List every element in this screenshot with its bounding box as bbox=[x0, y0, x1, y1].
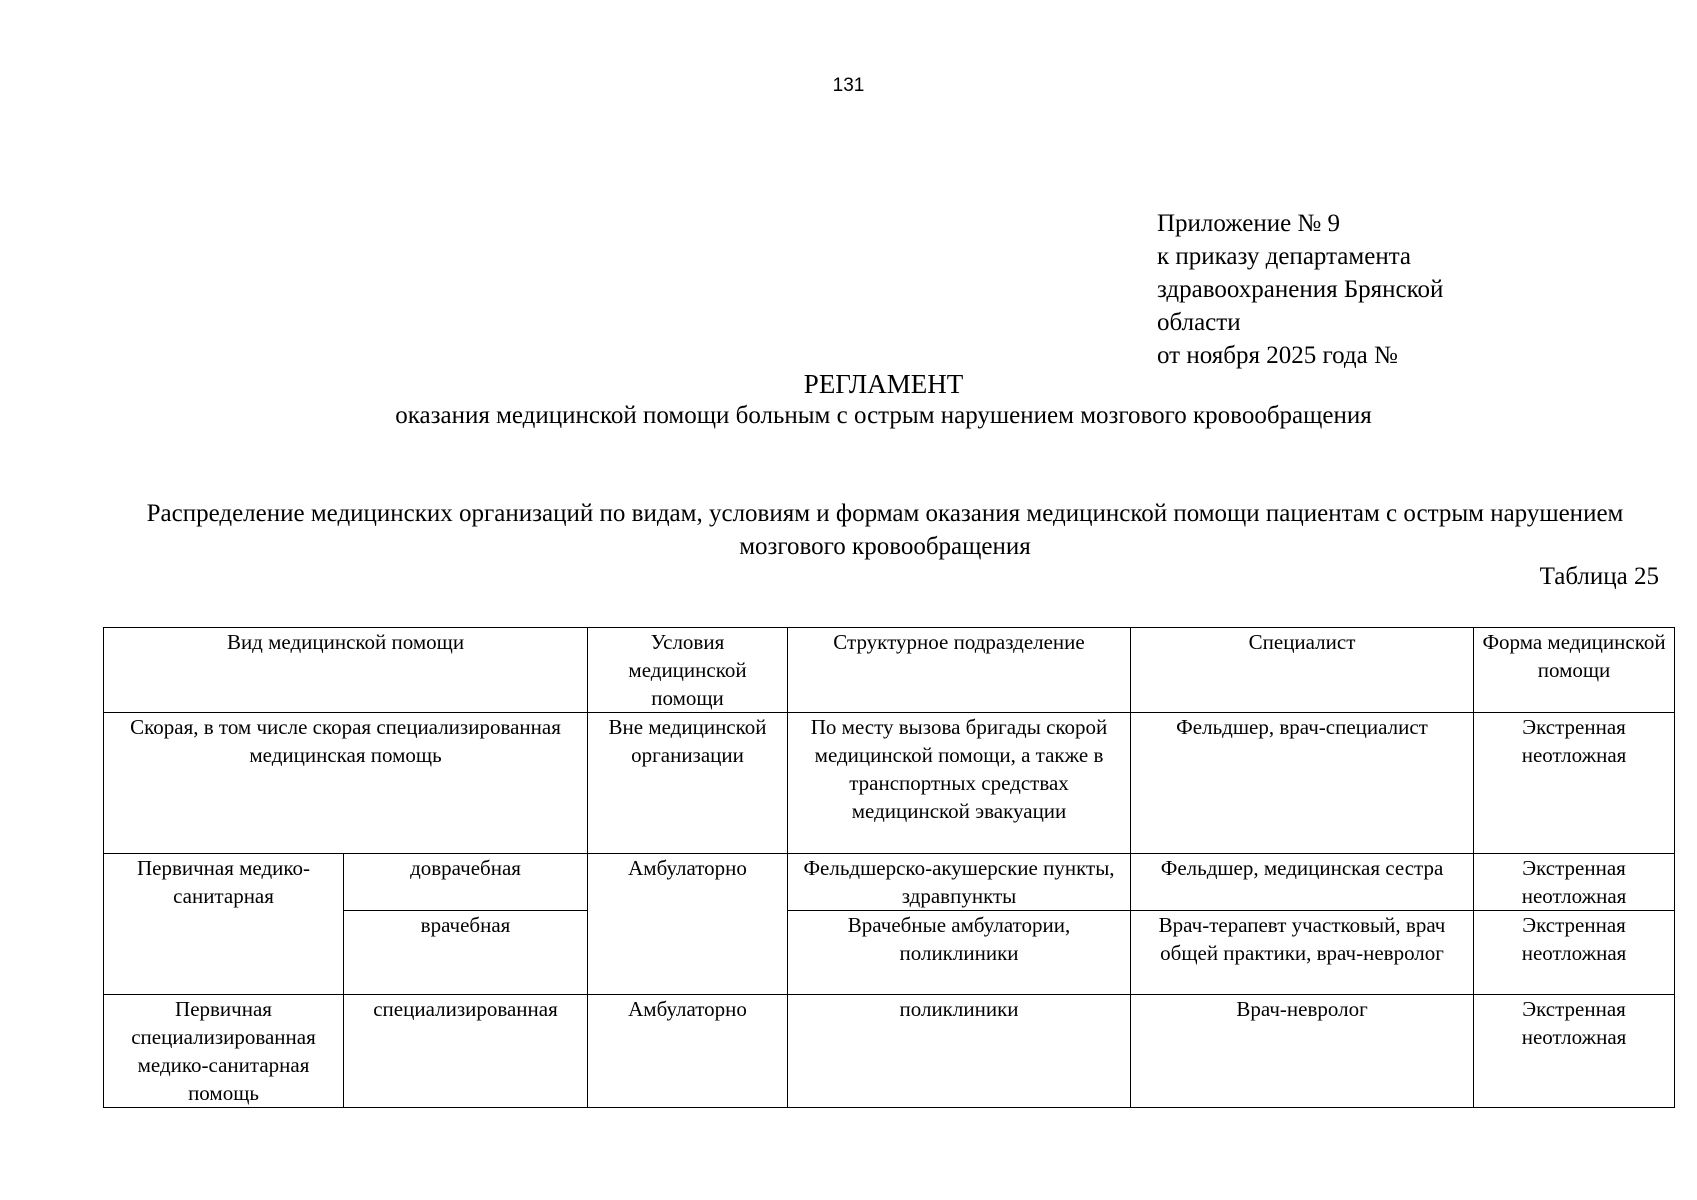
cell-structural-unit: По месту вызова бригады скорой медицинской помощи, а также в транспортных средствах медицинской эвакуации bbox=[788, 713, 1131, 854]
care-distribution-table bbox=[103, 627, 1675, 1108]
cell-structural-unit: поликлиники bbox=[788, 995, 1131, 1108]
cell-care-conditions: Амбулаторно bbox=[588, 854, 788, 995]
header-structural-unit: Структурное подразделение bbox=[788, 628, 1131, 713]
cell-specialist: Фельдшер, врач-специалист bbox=[1131, 713, 1474, 854]
cell-care-type: Первичная медико-санитарная bbox=[104, 854, 344, 995]
cell-care-form: Экстренная неотложная bbox=[1474, 713, 1675, 854]
header-care-form: Форма медицинской помощи bbox=[1474, 628, 1675, 713]
cell-specialist: Врач-терапевт участковый, врач общей практики, врач-невролог bbox=[1131, 911, 1474, 995]
cell-specialist: Врач-невролог bbox=[1131, 995, 1474, 1108]
appendix-block bbox=[1157, 207, 1443, 372]
distribution-heading: Распределение медицинских организаций по видам, условиям и формам оказания медицинской помощи пациентам с острым нарушением мозгового кровообращения bbox=[146, 500, 1624, 560]
header-care-conditions: Условия медицинской помощи bbox=[588, 628, 788, 713]
table-header-row bbox=[104, 628, 1675, 713]
cell-care-conditions: Амбулаторно bbox=[588, 995, 788, 1108]
page-number: 131 bbox=[832, 75, 865, 96]
appendix-line: здравоохранения Брянской bbox=[1157, 276, 1444, 303]
cell-care-type: Скорая, в том числе скорая специализированная медицинская помощь bbox=[104, 713, 588, 854]
regulation-title: РЕГЛАМЕНТ bbox=[803, 369, 964, 399]
cell-care-conditions: Вне медицинской организации bbox=[588, 713, 788, 854]
appendix-line: области bbox=[1157, 309, 1241, 336]
cell-care-form: Экстренная неотложная bbox=[1474, 911, 1675, 995]
table-row bbox=[104, 854, 1675, 911]
table-row bbox=[104, 713, 1675, 854]
cell-care-type: Первичная специализированная медико-санитарная помощь bbox=[104, 995, 344, 1108]
regulation-subtitle: оказания медицинской помощи больным с острым нарушением мозгового кровообращения bbox=[395, 402, 1372, 429]
cell-care-subtype: доврачебная bbox=[344, 854, 588, 911]
cell-care-form: Экстренная неотложная bbox=[1474, 995, 1675, 1108]
appendix-line: Приложение № 9 bbox=[1157, 210, 1341, 237]
header-care-type: Вид медицинской помощи bbox=[104, 628, 588, 713]
table-row bbox=[104, 995, 1675, 1108]
appendix-line: от ноября 2025 года № bbox=[1157, 342, 1398, 369]
appendix-line: к приказу департамента bbox=[1157, 243, 1412, 270]
cell-specialist: Фельдшер, медицинская сестра bbox=[1131, 854, 1474, 911]
cell-structural-unit: Фельдшерско-акушерские пункты, здравпункты bbox=[788, 854, 1131, 911]
cell-care-subtype: врачебная bbox=[344, 911, 588, 995]
table-label: Таблица 25 bbox=[1539, 563, 1659, 590]
cell-care-form: Экстренная неотложная bbox=[1474, 854, 1675, 911]
header-specialist: Специалист bbox=[1131, 628, 1474, 713]
cell-structural-unit: Врачебные амбулатории, поликлиники bbox=[788, 911, 1131, 995]
cell-care-subtype: специализированная bbox=[344, 995, 588, 1108]
